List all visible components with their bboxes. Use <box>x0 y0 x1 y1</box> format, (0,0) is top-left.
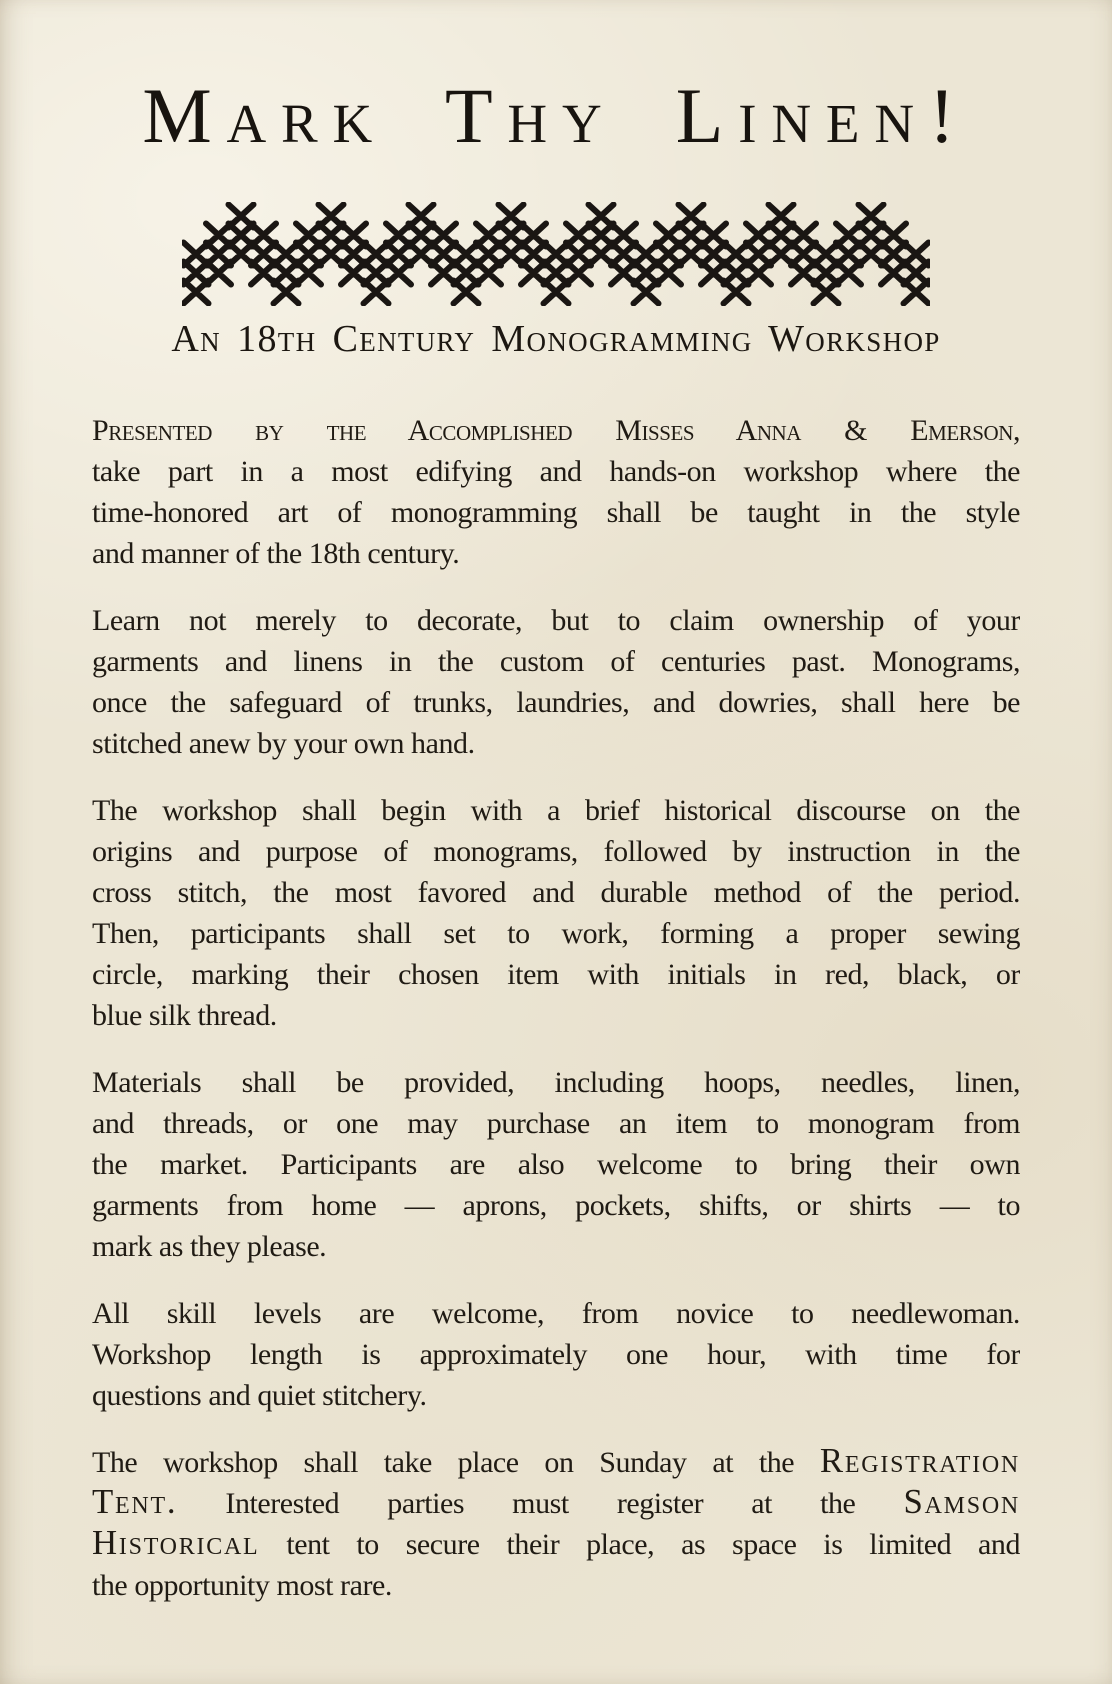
text-line <box>92 1524 1020 1565</box>
text-line <box>92 1144 1020 1185</box>
text-line <box>92 641 1020 682</box>
workshop-flyer <box>92 0 1020 1606</box>
body-text: Materials shall be provided, including hoops, needles, linen, <box>92 1066 1020 1099</box>
text-line <box>92 1062 1020 1103</box>
cross-stitch-border <box>92 202 1020 306</box>
paragraph-purpose <box>92 600 1020 764</box>
body-text: mark as they please. <box>92 1230 327 1263</box>
smallcaps-text: Samson <box>903 1483 1020 1521</box>
body-text: The workshop shall take place on Sunday at the <box>92 1446 820 1479</box>
body-text: origins and purpose of monograms, followed by instruction in the <box>92 835 1020 868</box>
text-line <box>92 1565 1020 1606</box>
smallcaps-text: Historical <box>92 1524 260 1562</box>
body-text: blue silk thread. <box>92 999 277 1032</box>
paragraph-intro <box>92 410 1020 574</box>
text-line <box>92 723 1020 764</box>
text-line <box>92 1293 1020 1334</box>
smallcaps-text: Presented by the Accomplished Misses Anna & Emerson, <box>92 414 1020 447</box>
paragraph-format <box>92 790 1020 1036</box>
body-text: circle, marking their chosen item with initials in red, black, or <box>92 958 1020 991</box>
text-line <box>92 1226 1020 1267</box>
text-line <box>92 533 1020 574</box>
cross-stitch-path <box>184 205 929 304</box>
body-text: questions and quiet stitchery. <box>92 1379 427 1412</box>
text-line <box>92 1334 1020 1375</box>
text-line <box>92 790 1020 831</box>
body-text: Workshop length is approximately one hour, with time for <box>92 1338 1020 1371</box>
cross-stitch-border-icon <box>182 202 930 306</box>
text-line <box>92 682 1020 723</box>
body-text: All skill levels are welcome, from novice to needlewoman. <box>92 1297 1020 1330</box>
body-text: Interested parties must register at the <box>177 1487 904 1520</box>
text-line <box>92 1185 1020 1226</box>
body-text: and manner of the 18th century. <box>92 537 460 570</box>
body-text: cross stitch, the most favored and durable method of the period. <box>92 876 1020 909</box>
text-line <box>92 600 1020 641</box>
text-line <box>92 1442 1020 1483</box>
text-line <box>92 831 1020 872</box>
body-text: The workshop shall begin with a brief historical discourse on the <box>92 794 1020 827</box>
text-line <box>92 492 1020 533</box>
body-text: once the safeguard of trunks, laundries, and dowries, shall here be <box>92 686 1020 719</box>
body-text: Learn not merely to decorate, but to claim ownership of your <box>92 604 1020 637</box>
document-body <box>92 410 1020 1606</box>
body-text: the opportunity most rare. <box>92 1569 392 1602</box>
smallcaps-text: Tent. <box>92 1483 178 1521</box>
text-line <box>92 451 1020 492</box>
body-text: tent to secure their place, as space is limited and <box>259 1528 1020 1561</box>
body-text: time-honored art of monogramming shall be taught in the style <box>92 496 1020 529</box>
paragraph-materials <box>92 1062 1020 1267</box>
text-line <box>92 410 1020 451</box>
text-line <box>92 1103 1020 1144</box>
paragraph-skill <box>92 1293 1020 1416</box>
text-line <box>92 872 1020 913</box>
body-text: and threads, or one may purchase an item to monogram from <box>92 1107 1020 1140</box>
text-line <box>92 1483 1020 1524</box>
body-text: take part in a most edifying and hands-on workshop where the <box>92 455 1020 488</box>
page-title: Mark Thy Linen! <box>142 72 970 159</box>
subtitle: An 18th Century Monogramming Workshop <box>171 318 941 360</box>
body-text: Then, participants shall set to work, forming a proper sewing <box>92 917 1020 950</box>
body-text: the market. Participants are also welcome to bring their own <box>92 1148 1020 1181</box>
body-text: garments from home — aprons, pockets, shifts, or shirts — to <box>92 1189 1020 1222</box>
body-text: garments and linens in the custom of centuries past. Monograms, <box>92 645 1020 678</box>
text-line <box>92 995 1020 1036</box>
text-line <box>92 954 1020 995</box>
paragraph-closing <box>92 1442 1020 1606</box>
body-text: stitched anew by your own hand. <box>92 727 475 760</box>
text-line <box>92 913 1020 954</box>
smallcaps-text: Registration <box>819 1442 1020 1480</box>
text-line <box>92 1375 1020 1416</box>
